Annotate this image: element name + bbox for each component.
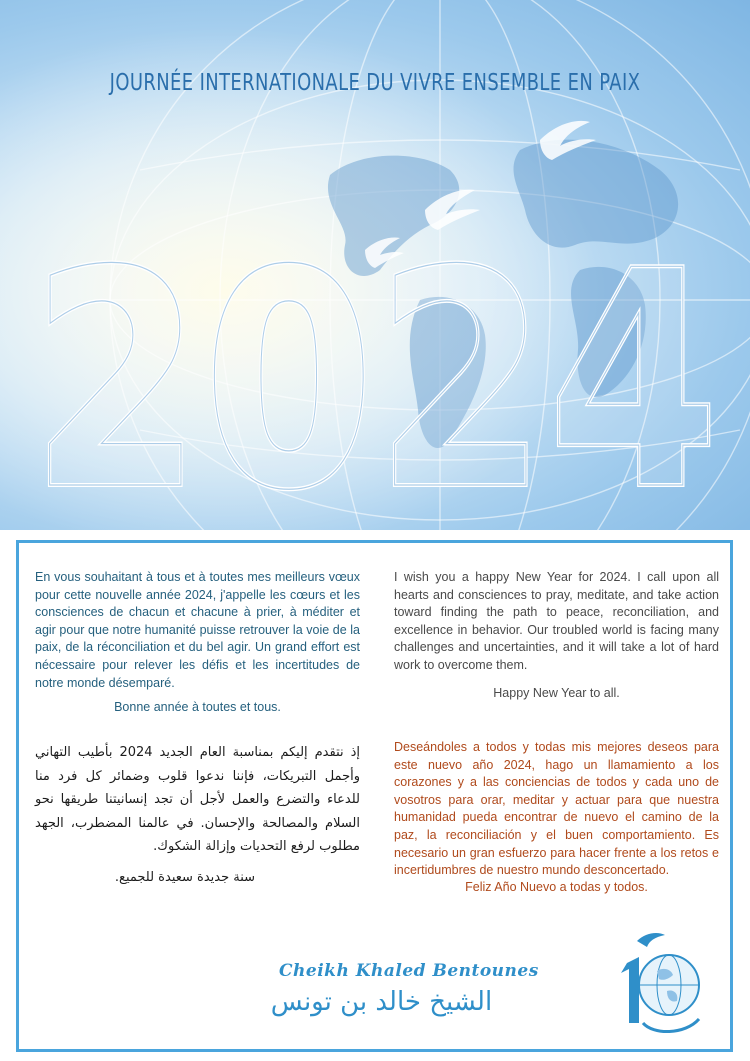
event-title: JOURNÉE INTERNATIONALE DU VIVRE ENSEMBLE EN PAIX — [109, 70, 641, 96]
arabic-closing: سنة جديدة سعيدة للجميع. — [114, 870, 256, 885]
spanish-message: Deseándoles a todos y todas mis mejores deseos para este nuevo año 2024, hago un llamamiento a los corazones y a las conciencias de todos y cada uno de vosotros para orar, meditar y actuar para que nuestra humanidad pueda encontrar de nuevo el camino de la paz, la reconciliación y el buen comportamiento. Es necesario un gran esfuerzo para hacer frente a los retos e incertidumbres de nuestro mundo desconcertado. — [394, 740, 719, 878]
signature-arabic: الشيخ خالد بن تونس — [270, 987, 493, 1017]
anniversary-logo-icon — [607, 923, 717, 1043]
french-message: En vous souhaitant à tous et à toutes mes meilleurs vœux pour cette nouvelle année 2024, j'appelle les cœurs et les consciences de chacun et chacune à prier, à méditer et agir pour que notre humanité puisse retrouver la voie de la paix, de la réconciliation et du bel agir. Un grand effort est nécessaire pour relever les défis et les incertitudes de notre monde désemparé. — [35, 570, 360, 690]
arabic-message: إذ نتقدم إليكم بمناسبة العام الجديد 2024 بأطيب التهاني وأجمل التبريكات، فإننا ندعوا قلوب وضمائر كل فرد منا للدعاء والتضرع والعمل لأجل أن تجد إنسانيتنا طريقها نحو السلام والمصالحة والإحسان. في عالمنا المضطرب، الجهد مطلوب لرفع التحديات وإزالة الشكوك. — [35, 745, 360, 854]
year-2024-outline: 2024 — [30, 207, 720, 530]
english-closing: Happy New Year to all. — [493, 686, 620, 700]
spanish-closing: Feliz Año Nuevo a todas y todos. — [465, 880, 648, 894]
signature-latin: Cheikh Khaled Bentounes — [279, 961, 539, 981]
message-card — [16, 540, 733, 1052]
french-closing: Bonne année à toutes et tous. — [114, 700, 281, 714]
year-2024: 2024 — [30, 207, 720, 530]
globe-banner — [0, 0, 750, 530]
english-message: I wish you a happy New Year for 2024. I call upon all hearts and consciences to pray, meditate, and take action toward finding the path to peace, reconciliation, and excellence in behavior. Our troubled world is facing many challenges and uncertainties, and it will take a lot of hard work to overcome them. — [394, 570, 719, 672]
